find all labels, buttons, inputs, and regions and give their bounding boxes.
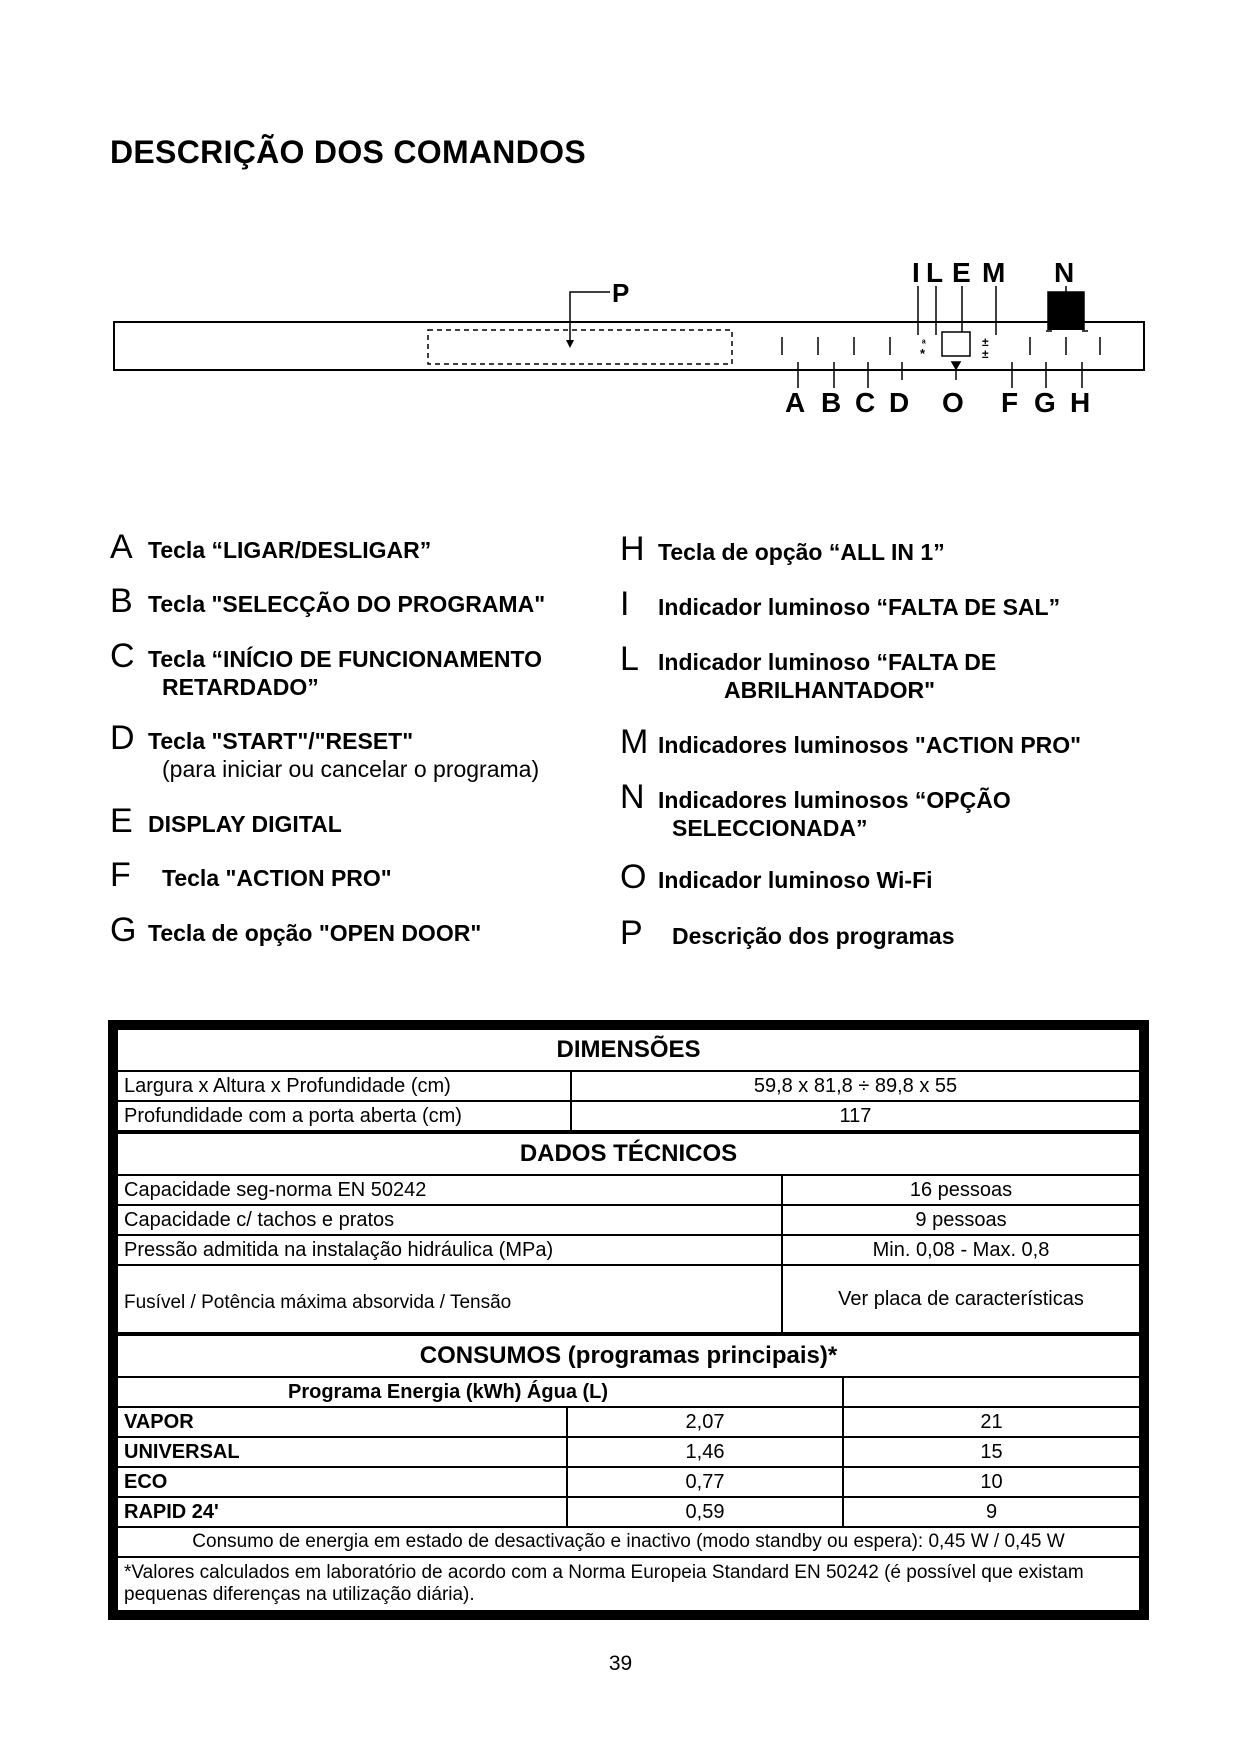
legend-item-B: B Tecla "SELECÇÃO DO PROGRAMA" xyxy=(110,582,546,620)
legend-item-P: P Descrição dos programas xyxy=(620,914,955,952)
svg-text:*: * xyxy=(920,346,926,361)
legend-item-C: C Tecla “INÍCIO DE FUNCIONAMENTO RETARDADO” xyxy=(110,637,543,700)
label-A: A xyxy=(785,387,806,418)
label-I: I xyxy=(912,257,920,288)
technical-heading: DADOS TÉCNICOS xyxy=(117,1133,1140,1175)
label-L: L xyxy=(926,257,944,288)
program-description-area xyxy=(428,330,732,364)
control-panel-diagram xyxy=(0,240,1241,440)
legend-item-M: M Indicadores luminosos "ACTION PRO" xyxy=(620,723,1082,761)
table-row: VAPOR 2,07 21 xyxy=(117,1407,1140,1437)
dimensions-heading: DIMENSÕES xyxy=(117,1029,1140,1071)
label-F: F xyxy=(1001,387,1019,418)
table-row: Largura x Altura x Profundidade (cm) 59,8 x 81,8 ÷ 89,8 x 55 xyxy=(117,1071,1140,1101)
label-C: C xyxy=(855,387,876,418)
indicators xyxy=(918,286,996,380)
footnote-row: *Valores calculados em laboratório de acordo com a Norma Europeia Standard EN 50242 (é possível que existam pequenas diferenças na utilização diária). xyxy=(117,1557,1140,1611)
label-B: B xyxy=(821,387,842,418)
legend-item-H: H Tecla de opção “ALL IN 1” xyxy=(620,530,945,568)
table-row: Profundidade com a porta aberta (cm) 117 xyxy=(117,1101,1140,1131)
technical-table xyxy=(116,1132,1141,1334)
legend-item-E: E DISPLAY DIGITAL xyxy=(110,802,342,840)
buttons-left xyxy=(782,337,902,388)
label-M: M xyxy=(982,257,1006,288)
label-E: E xyxy=(952,257,971,288)
legend-item-N: N Indicadores luminosos “OPÇÃO SELECCIONADA” xyxy=(620,778,1011,841)
label-O: O xyxy=(942,387,964,418)
consumption-table xyxy=(116,1334,1141,1612)
svg-text:±: ± xyxy=(982,347,989,361)
table-row: Capacidade c/ tachos e pratos 9 pessoas xyxy=(117,1205,1140,1235)
digital-display xyxy=(942,332,970,356)
table-row: Capacidade seg-norma EN 50242 16 pessoas xyxy=(117,1175,1140,1205)
label-H: H xyxy=(1070,387,1091,418)
label-D: D xyxy=(889,387,910,418)
table-row: UNIVERSAL 1,46 15 xyxy=(117,1437,1140,1467)
svg-text:±: ± xyxy=(982,335,989,349)
svg-text:ᵃ: ᵃ xyxy=(922,338,926,349)
table-row: RAPID 24' 0,59 9 xyxy=(117,1497,1140,1527)
panel-outline xyxy=(114,322,1144,370)
legend-item-I: I Indicador luminoso “FALTA DE SAL” xyxy=(620,585,1061,623)
label-G: G xyxy=(1034,387,1056,418)
n-bracket xyxy=(1046,286,1088,331)
label-N: N xyxy=(1054,257,1075,288)
buttons-right xyxy=(1006,337,1100,388)
consumption-heading: CONSUMOS (programas principais)* xyxy=(117,1335,1140,1377)
table-header-row: Programa Energia (kWh) Água (L) xyxy=(117,1377,1140,1407)
standby-row: Consumo de energia em estado de desactivação e inactivo (modo standby ou espera): 0,45 W / 0,45 W xyxy=(117,1527,1140,1557)
legend-item-G: G Tecla de opção "OPEN DOOR" xyxy=(110,911,482,949)
label-P: P xyxy=(612,278,630,308)
table-row: Pressão admitida na instalação hidráulica (MPa) Min. 0,08 - Max. 0,8 xyxy=(117,1235,1140,1265)
legend-item-F: F Tecla "ACTION PRO" xyxy=(110,856,392,894)
legend-item-L: L Indicador luminoso “FALTA DE ABRILHANTADOR" xyxy=(620,640,997,703)
legend-item-A: A Tecla “LIGAR/DESLIGAR” xyxy=(110,528,432,566)
page-number: 39 xyxy=(608,1652,633,1675)
table-row: Fusível / Potência máxima absorvida / Tensão Ver placa de características xyxy=(117,1265,1140,1333)
legend-item-D: D Tecla "START"/"RESET" (para iniciar ou cancelar o programa) xyxy=(110,719,540,782)
page-title: DESCRIÇÃO DOS COMANDOS xyxy=(110,134,586,170)
technical-data-box xyxy=(108,1020,1149,1620)
dimensions-table xyxy=(116,1028,1141,1132)
legend-item-O: O Indicador luminoso Wi-Fi xyxy=(620,858,933,896)
table-row: ECO 0,77 10 xyxy=(117,1467,1140,1497)
